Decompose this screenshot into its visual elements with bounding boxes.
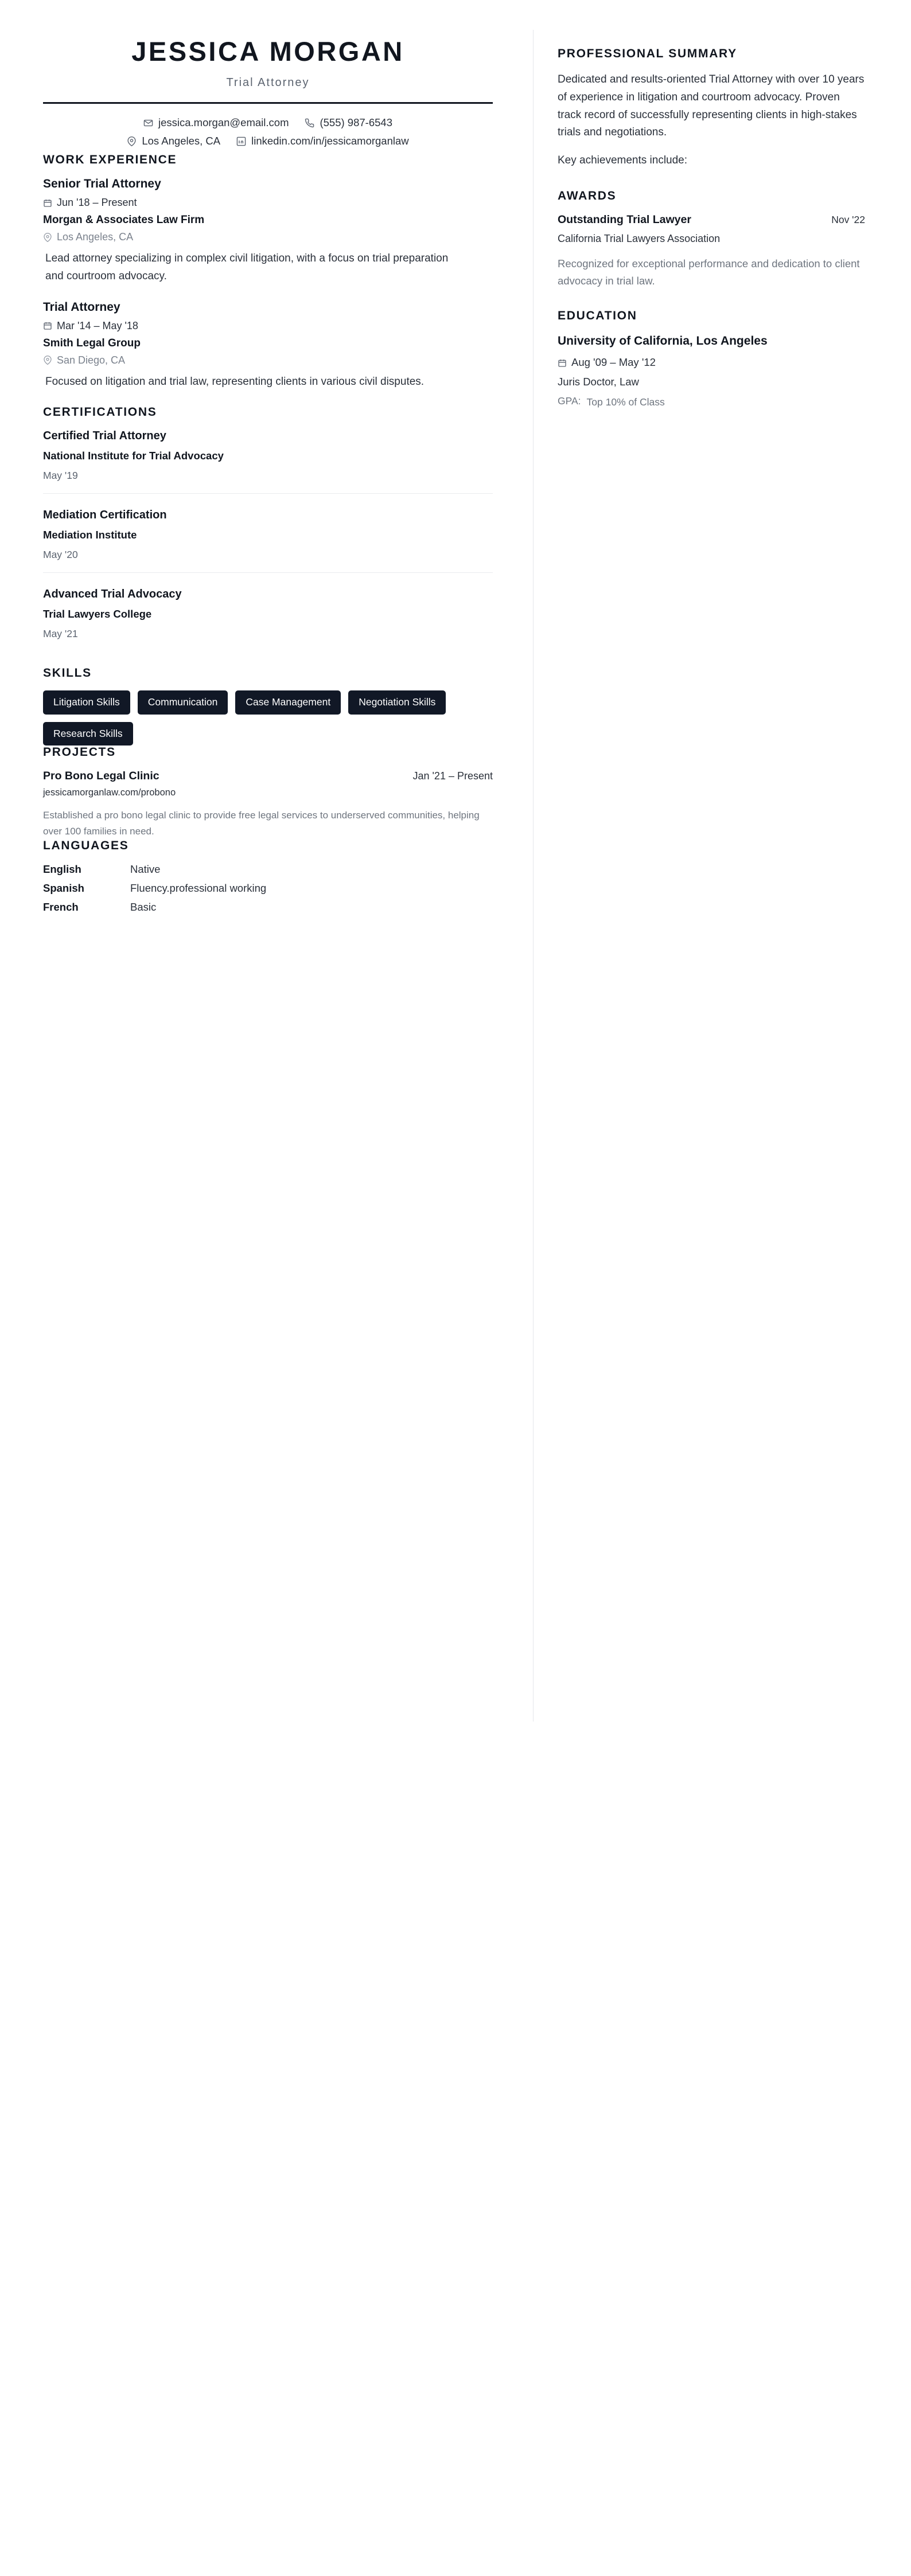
skill-chip: Negotiation Skills: [348, 690, 446, 715]
certification-item: [43, 588, 493, 651]
certification-date: May '20: [43, 549, 78, 561]
work-location-text: Los Angeles, CA: [57, 231, 134, 243]
contact-phone-text: (555) 987-6543: [320, 116, 392, 128]
award-header: [558, 213, 865, 227]
contact-phone[interactable]: [305, 116, 392, 129]
work-description: Focused on litigation and trial law, representing clients in various civil disputes.: [45, 375, 425, 388]
certification-issuer: Mediation Institute: [43, 529, 137, 541]
education-degree: Juris Doctor, Law: [558, 376, 639, 388]
language-row: [43, 901, 493, 914]
summary-paragraph: Dedicated and results-oriented Trial Attorney with over 10 years of experience in litigation and courtroom advocacy. Proven track record of successfully representing clients in high-stakes trials and negotiations.: [558, 73, 865, 139]
linkedin-icon: [236, 136, 246, 146]
contact-linkedin-text: linkedin.com/in/jessicamorganlaw: [251, 135, 409, 147]
header-job-title: Trial Attorney: [226, 76, 310, 89]
language-name: Spanish: [43, 882, 84, 895]
section-title-projects: PROJECTS: [43, 746, 116, 759]
award-item: [558, 213, 865, 290]
certification-item: [43, 509, 493, 573]
certification-name: Advanced Trial Advocacy: [43, 588, 182, 601]
contact-location-text: Los Angeles, CA: [142, 135, 221, 147]
education-date-text: Aug '09 – May '12: [571, 356, 656, 369]
language-level: Basic: [130, 901, 157, 914]
certification-name: Certified Trial Attorney: [43, 430, 166, 443]
location-icon: [127, 136, 137, 146]
contact-email[interactable]: [143, 116, 289, 129]
work-date: [43, 320, 493, 332]
education-gpa-value: Top 10% of Class: [586, 396, 665, 408]
language-name: French: [43, 901, 79, 914]
work-location-text: San Diego, CA: [57, 354, 126, 366]
award-date: Nov '22: [831, 213, 865, 225]
page-title: JESSICA MORGAN: [131, 36, 404, 67]
contact-row-2: [43, 135, 493, 147]
project-name: Pro Bono Legal Clinic: [43, 770, 159, 783]
work-entry: [43, 300, 493, 391]
award-name: Outstanding Trial Lawyer: [558, 213, 691, 226]
work-org: Smith Legal Group: [43, 337, 141, 349]
right-column: [534, 30, 911, 1722]
section-education: [558, 309, 865, 410]
phone-icon: [305, 118, 314, 128]
education-gpa-label: GPA:: [558, 395, 581, 407]
language-level: Native: [130, 863, 161, 876]
education-gpa: [558, 395, 865, 409]
skill-chip: Communication: [138, 690, 228, 715]
award-description: Recognized for exceptional performance and dedication to client advocacy in trial law.: [558, 257, 860, 287]
education-school: University of California, Los Angeles: [558, 334, 768, 348]
section-title-professional-summary: PROFESSIONAL SUMMARY: [558, 47, 737, 60]
project-description: Established a pro bono legal clinic to provide free legal services to underserved communities, helping over 100 families in need.: [43, 810, 480, 837]
skill-chip: Research Skills: [43, 722, 133, 746]
certification-name: Mediation Certification: [43, 509, 167, 522]
certification-issuer: National Institute for Trial Advocacy: [43, 450, 224, 462]
award-issuer: California Trial Lawyers Association: [558, 232, 721, 244]
work-entry: [43, 177, 493, 286]
project-item: [43, 770, 493, 839]
section-work-experience: [43, 153, 493, 391]
education-item: [558, 333, 865, 410]
skills-list: [43, 690, 493, 746]
language-row: [43, 882, 493, 895]
location-icon: [43, 356, 52, 365]
work-date-text: Jun '18 – Present: [57, 197, 137, 208]
calendar-icon: [43, 321, 52, 330]
work-description: Lead attorney specializing in complex civil litigation, with a focus on trial preparation and courtroom advocacy.: [45, 252, 449, 282]
summary-paragraph: Key achievements include:: [558, 154, 688, 167]
contact-row-1: [43, 116, 493, 129]
education-date: [558, 356, 865, 369]
header-divider: [43, 102, 493, 104]
work-role: Senior Trial Attorney: [43, 177, 161, 190]
work-date: [43, 197, 493, 209]
resume-header: [43, 36, 493, 147]
section-awards: [558, 189, 865, 290]
work-date-text: Mar '14 – May '18: [57, 319, 138, 331]
skill-chip: Litigation Skills: [43, 690, 130, 715]
left-column: [0, 30, 534, 1722]
section-title-education: EDUCATION: [558, 309, 637, 322]
section-title-work-experience: WORK EXPERIENCE: [43, 153, 177, 166]
language-row: [43, 863, 493, 876]
work-org: Morgan & Associates Law Firm: [43, 214, 205, 226]
location-icon: [43, 233, 52, 242]
contact-email-text: jessica.morgan@email.com: [158, 116, 289, 128]
skill-chip: Case Management: [235, 690, 341, 715]
language-name: English: [43, 863, 81, 876]
section-title-awards: AWARDS: [558, 189, 617, 202]
section-title-languages: LANGUAGES: [43, 839, 129, 853]
contact-linkedin[interactable]: [236, 135, 409, 147]
project-link[interactable]: jessicamorganlaw.com/probono: [43, 787, 176, 798]
section-professional-summary: [558, 47, 865, 170]
work-location: [43, 231, 493, 243]
section-projects: [43, 746, 493, 839]
project-header: [43, 770, 493, 783]
contact-location: [127, 135, 220, 147]
calendar-icon: [43, 198, 52, 208]
section-title-skills: SKILLS: [43, 666, 92, 680]
email-icon: [143, 118, 153, 128]
section-languages: [43, 839, 493, 914]
certification-date: May '19: [43, 470, 78, 482]
certification-item: [43, 430, 493, 494]
certification-issuer: Trial Lawyers College: [43, 608, 152, 620]
section-title-certifications: CERTIFICATIONS: [43, 405, 157, 419]
certification-date: May '21: [43, 628, 78, 640]
section-skills: [43, 666, 493, 746]
calendar-icon: [558, 358, 567, 367]
project-date: Jan '21 – Present: [412, 770, 493, 782]
language-level: Fluency.professional working: [130, 882, 267, 895]
work-location: [43, 354, 493, 366]
section-certifications: [43, 405, 493, 651]
work-role: Trial Attorney: [43, 300, 120, 314]
